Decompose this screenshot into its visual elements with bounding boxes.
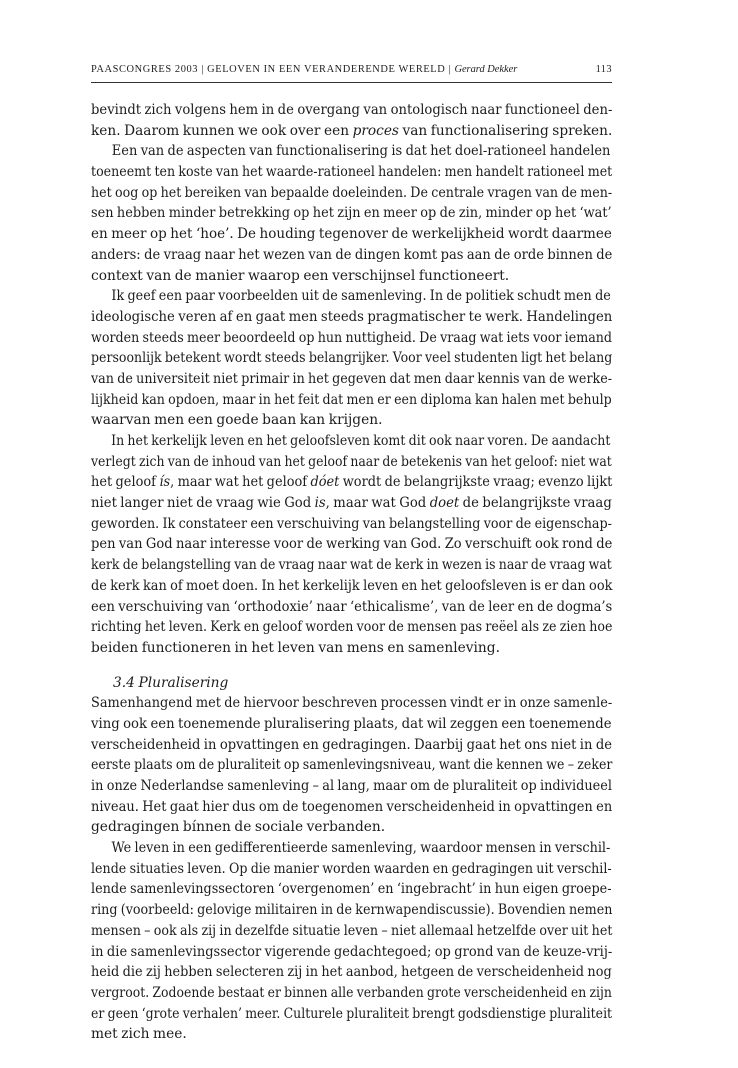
text-line [91,1004,613,1025]
text-line [91,286,611,307]
text-run: kerk de belangstelling van de vraag naar wat de kerk in wezen is naar de vraag wat [91,557,612,574]
text-line [91,714,612,735]
text-run: , maar wat het geloof [170,474,311,491]
text-run: context van de manier waarop een verschijnsel functioneert. [91,267,510,284]
text-line [91,348,613,369]
section-heading: 3.4 Pluralisering [113,674,229,691]
text-line [91,962,612,983]
text-line [91,328,613,349]
text-line [91,410,612,431]
text-run: geworden. Ik constateer een verschuiving van belangstelling voor de eigenschap- [91,515,612,532]
text-run: waarvan men een goede baan kan krijgen. [91,412,383,429]
text-line [91,879,612,900]
text-line [91,141,611,162]
paragraph [91,100,612,141]
text-line [91,266,612,287]
text-line [91,555,612,576]
text-run: lijkheid kan opdoen, maar in het feit dat men er een diploma kan halen met behulp [91,391,612,408]
text-line [91,817,612,838]
italic-run: proces [352,122,399,139]
text-line [91,859,612,880]
text-line [91,693,613,714]
text-line [91,203,612,224]
text-run: wordt de belangrijkste vraag; evenzo lijkt [339,474,613,491]
text-line [91,472,613,493]
text-run: ideologische veren af en gaat men steeds pragmatischer te werk. Handelingen [91,308,613,325]
text-run: ring (voorbeeld: gelovige militairen in de kernwapendiscussie). Bovendien nemen [91,902,613,919]
section-3-4-body [91,693,612,1045]
header-author: Gerard Dekker [454,64,518,75]
text-run: ving ook een toenemende pluralisering plaats, dat wil zeggen een toenemende [91,715,612,732]
running-header [91,64,612,78]
text-line [91,514,612,535]
text-run: verscheidenheid in opvattingen en gedragingen. Daarbij gaat het ons niet in de [91,736,613,753]
text-line [91,983,612,1004]
body-text [91,100,612,1045]
text-line [91,452,612,473]
italic-run: dóet [310,474,340,491]
text-run: niveau. Het gaat hier dus om de toegenomen verscheidenheid in opvattingen en [91,798,613,815]
text-run: In het kerkelijk leven en het geloofsleven komt dit ook naar voren. De aandacht [111,433,611,449]
text-line [91,617,613,638]
text-run: met zich mee. [91,1026,187,1043]
text-line [91,224,612,245]
text-run: vergroot. Zodoende bestaat er binnen alle verbanden grote verscheidenheid en zijn [91,984,612,1001]
text-run: worden steeds meer beoordeeld op hun nuttigheid. De vraag wat iets voor iemand [91,329,613,346]
text-line [91,390,612,411]
text-run: Samenhangend met de hiervoor beschreven processen vindt er in onze samenle- [91,695,613,712]
text-line [91,1024,612,1045]
text-run: anders: de vraag naar het wezen van de dingen komt pas aan de orde binnen de [91,246,613,263]
section-3-3-continuation [91,100,612,659]
text-line [91,735,613,756]
text-run: het oog op het bereiken van bepaalde doeleinden. De centrale vragen van de men- [91,184,613,201]
italic-run: ís [159,474,171,491]
text-line [91,900,613,921]
header-rule [91,82,612,83]
running-title-text: PAASCONGRES 2003 | GELOVEN IN EEN VERANDERENDE WERELD | [91,64,452,75]
text-line [91,921,613,942]
text-run: heid die zij hebben selecteren zij in het aanbod, hetgeen de verscheidenheid nog [91,964,612,981]
text-line [91,797,613,818]
text-line [91,838,611,859]
text-run: de belangrijkste vraag [459,495,612,512]
running-title [91,64,517,75]
text-run: lende situaties leven. Op die manier worden waarden en gedragingen uit verschil- [91,860,612,877]
text-run: Ik geef een paar voorbeelden uit de samenleving. In de politiek schudt men de [111,288,611,305]
text-run: persoonlijk betekent wordt steeds belangrijker. Voor veel studenten ligt het belang [91,350,613,367]
text-run: sen hebben minder betrekking op het zijn en meer op de zin, minder op het ‘wat’ [91,205,612,222]
text-line [91,493,612,514]
text-line [91,776,613,797]
text-run: in die samenlevingssector vigerende gedachtegoed; op grond van de keuze-vrij- [91,943,613,960]
text-line [91,307,613,328]
text-run: en meer op het ‘hoe’. De houding tegenover de werkelijkheid wordt daarmee [91,226,612,243]
text-run: ken. Daarom kunnen we ook over een [91,122,353,139]
paragraph [91,431,612,659]
text-line [91,100,613,121]
text-line [91,534,613,555]
text-run: niet langer niet de vraag wie God [91,495,315,512]
text-run: mensen – ook als zij in dezelfde situatie leven – niet allemaal hetzelfde over uit het [91,922,613,939]
section-gap [91,659,612,673]
text-run: er geen ‘grote verhalen’ meer. Culturele pluraliteit brengt godsdienstige pluraliteit [91,1005,613,1022]
text-line [91,245,613,266]
text-run: het geloof [91,474,160,491]
text-run: lende samenlevingssectoren ‘overgenomen’ en ‘ingebracht’ in hun eigen groepe- [91,881,612,898]
text-line [91,576,613,597]
text-run: van functionalisering spreken. [398,122,613,139]
text-line [91,942,613,963]
paragraph [91,141,612,286]
text-run: , maar wat God [325,495,430,512]
text-line [91,755,613,776]
text-line [91,638,612,659]
paragraph [91,286,612,431]
text-line [91,369,613,390]
text-run: pen van God naar interesse voor de werking van God. Zo verschuift ook rond de [91,536,613,553]
italic-run: is [314,495,326,512]
page-number: 113 [595,64,612,75]
text-run: richting het leven. Kerk en geloof worden voor de mensen pas reëel als ze zien hoe [91,619,613,636]
text-run: We leven in een gedifferentieerde samenleving, waardoor mensen in verschil- [111,840,611,857]
paragraph [91,693,612,838]
text-run: eerste plaats om de pluraliteit op samenlevingsniveau, want die kennen we – zeker [91,757,613,774]
text-line [91,121,613,142]
text-run: toeneemt ten koste van het waarde-rationeel handelen: men handelt rationeel met [91,164,613,181]
text-run: van de universiteit niet primair in het gegeven dat men daar kennis van de werke- [91,370,613,387]
text-run: gedragingen bínnen de sociale verbanden. [91,819,386,836]
text-run: beiden functioneren in het leven van mens en samenleving. [91,639,500,656]
paragraph [91,838,612,1045]
text-line [91,162,613,183]
italic-run: doet [429,495,460,512]
text-run: de kerk kan of moet doen. In het kerkelijk leven en het geloofsleven is er dan ook [91,577,613,594]
text-line [91,597,613,618]
text-line [91,431,611,452]
text-run: in onze Nederlandse samenleving – al lang, maar om de pluraliteit op individueel [91,778,613,794]
text-run: een verschuiving van ‘orthodoxie’ naar ‘ethicalisme’, van de leer en de dogma’s [91,598,613,615]
text-run: verlegt zich van de inhoud van het geloof naar de betekenis van het geloof: niet wat [91,453,612,470]
text-run: Een van de aspecten van functionalisering is dat het doel-rationeel handelen [111,143,611,160]
text-line [91,183,613,204]
text-run: bevindt zich volgens hem in de overgang van ontologisch naar functioneel den- [91,102,613,118]
